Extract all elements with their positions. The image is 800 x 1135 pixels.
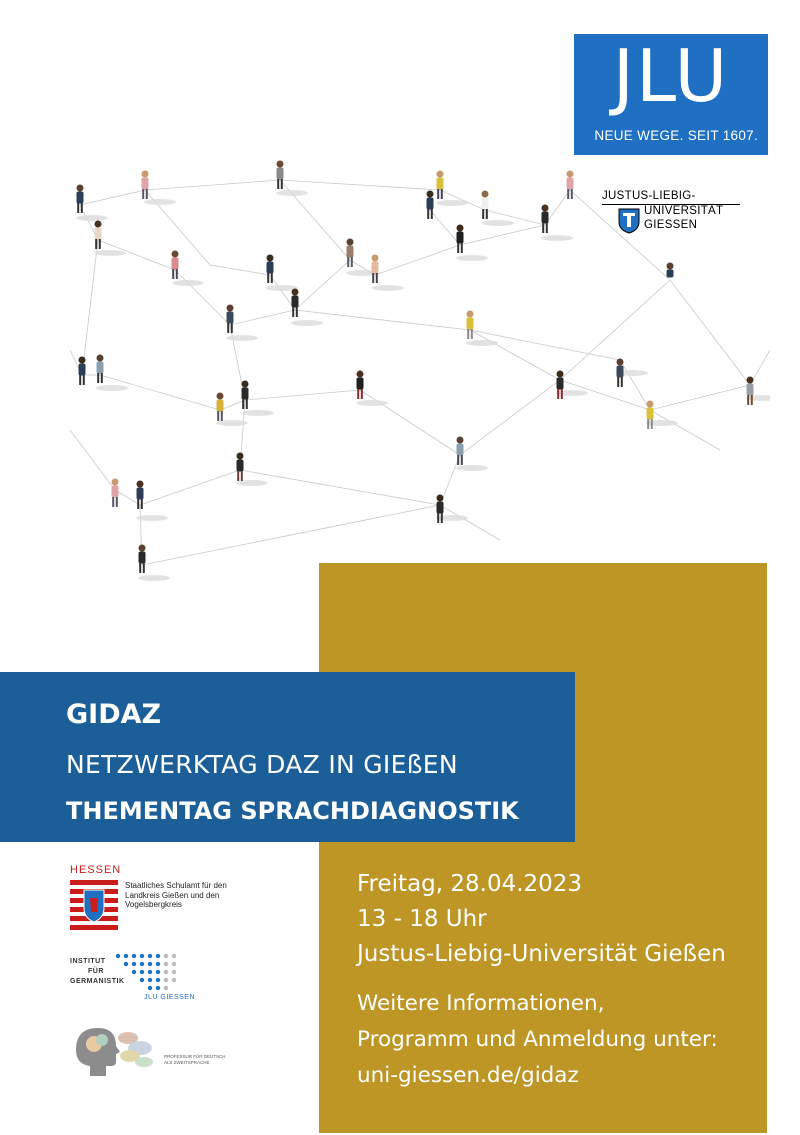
event-subtitle: NETZWERKTAG DAZ IN GIEßEN bbox=[66, 750, 458, 779]
uni-logo-line1: JUSTUS-LIEBIG- bbox=[602, 190, 696, 202]
hessen-schulamt-logo bbox=[70, 864, 230, 934]
uni-logo-line3: GIESSEN bbox=[644, 219, 698, 231]
event-theme: THEMENTAG SPRACHDIAGNOSTIK bbox=[66, 797, 519, 825]
event-title: GIDAZ bbox=[66, 699, 162, 730]
jlu-tagline: NEUE WEGE. SEIT 1607. bbox=[594, 128, 758, 143]
event-date: Freitag, 28.04.2023 bbox=[357, 871, 583, 897]
germanistik-line4: JLU GIESSEN bbox=[144, 994, 196, 1001]
event-url-link[interactable]: uni-giessen.de/gidaz bbox=[357, 1063, 579, 1088]
hessen-coat-of-arms-icon bbox=[70, 878, 118, 930]
germanistik-line3: GERMANISTIK bbox=[70, 978, 125, 985]
germanistik-dots-icon bbox=[114, 952, 204, 994]
jlu-logo bbox=[574, 34, 768, 155]
daz-professur-logo bbox=[70, 1022, 230, 1082]
title-band bbox=[0, 672, 575, 842]
germanistik-logo bbox=[70, 952, 210, 1012]
event-place: Justus-Liebig-Universität Gießen bbox=[357, 941, 726, 967]
hessen-label: HESSEN bbox=[70, 864, 122, 876]
head-profile-icon bbox=[70, 1022, 160, 1082]
uni-logo-line2: UNIVERSITÄT bbox=[644, 205, 724, 217]
network-people-image bbox=[70, 150, 770, 600]
info-line-2: Programm und Anmeldung unter: bbox=[357, 1027, 718, 1052]
daz-professur-text: PROFESSUR FÜR DEUTSCH ALS ZWEITSPRACHE bbox=[164, 1054, 226, 1065]
hessen-text: Staatliches Schulamt für den Landkreis Gießen und den Vogelsbergkreis bbox=[125, 881, 227, 909]
event-time: 13 - 18 Uhr bbox=[357, 906, 487, 932]
germanistik-line2: FÜR bbox=[88, 968, 104, 975]
jlu-logo-wordmark: JLU bbox=[612, 34, 730, 118]
germanistik-line1: INSTITUT bbox=[70, 958, 106, 965]
info-line-1: Weitere Informationen, bbox=[357, 991, 605, 1016]
